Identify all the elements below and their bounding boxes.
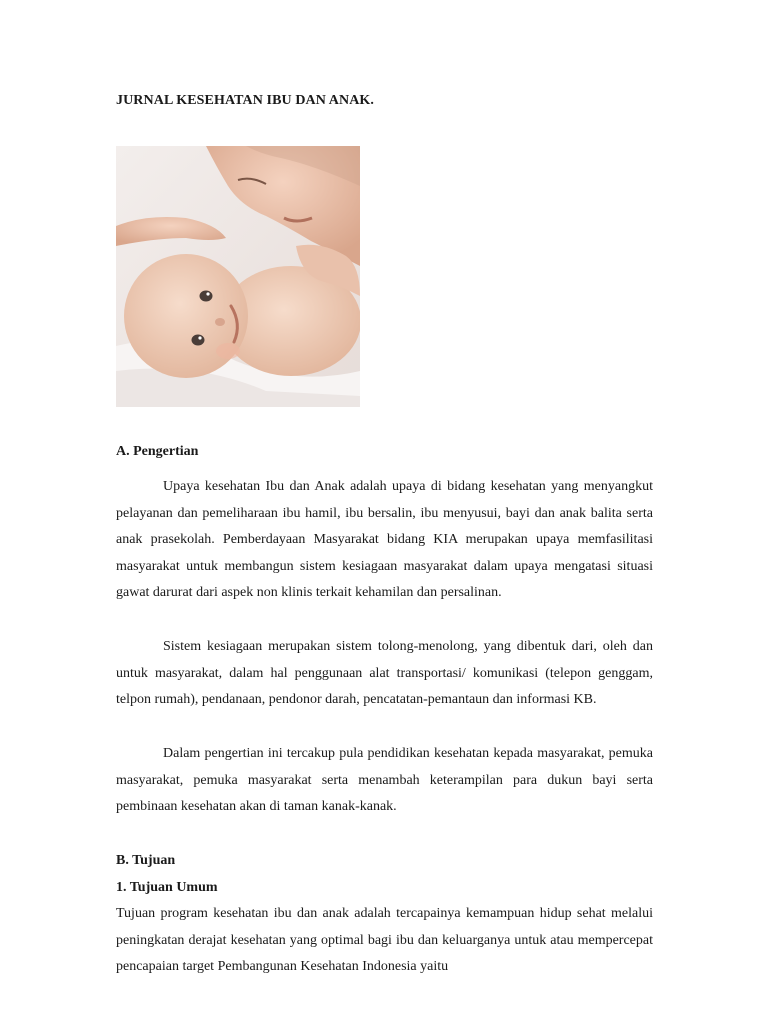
section-a-paragraph-3: Dalam pengertian ini tercakup pula pendidikan kesehatan kepada masyarakat, pemuka masyarakat, pemuka masyarakat serta menambah keterampilan para dukun bayi serta pembinaan kesehatan akan di taman kanak-kanak.	[116, 746, 653, 815]
section-b-paragraph: Tujuan program kesehatan ibu dan anak adalah tercapainya kemampuan hidup sehat melalui peningkatan derajat kesehatan yang optimal bagi ibu dan keluarganya untuk atau mempercepat pencapaian target Pembangunan Kesehatan Indonesia yaitu	[116, 906, 653, 975]
section-b-heading: B. Tujuan	[116, 853, 176, 868]
section-a-heading: A. Pengertian	[116, 444, 199, 459]
mother-baby-photo	[116, 146, 360, 407]
section-b-subheading: 1. Tujuan Umum	[116, 880, 218, 895]
section-a-paragraph-2: Sistem kesiagaan merupakan sistem tolong-menolong, yang dibentuk dari, oleh dan untuk masyarakat, dalam hal penggunaan alat transportasi/ komunikasi (telepon genggam, telpon rumah), pendanaan, pendonor darah, pencatatan-pemantaun dan informasi KB.	[116, 639, 653, 708]
section-a-paragraph-1: Upaya kesehatan Ibu dan Anak adalah upaya di bidang kesehatan yang menyangkut pelayanan dan pemeliharaan ibu hamil, ibu bersalin, ibu menyusui, bayi dan anak balita serta anak prasekolah. Pemberdayaan Masyarakat bidang KIA merupakan upaya memfasilitasi masyarakat untuk membangun sistem kesiagaan masyarakat dalam upaya mengatasi situasi gawat darurat dari aspek non klinis terkait kehamilan dan persalinan.	[116, 479, 653, 601]
document-title: JURNAL KESEHATAN IBU DAN ANAK.	[116, 93, 375, 108]
